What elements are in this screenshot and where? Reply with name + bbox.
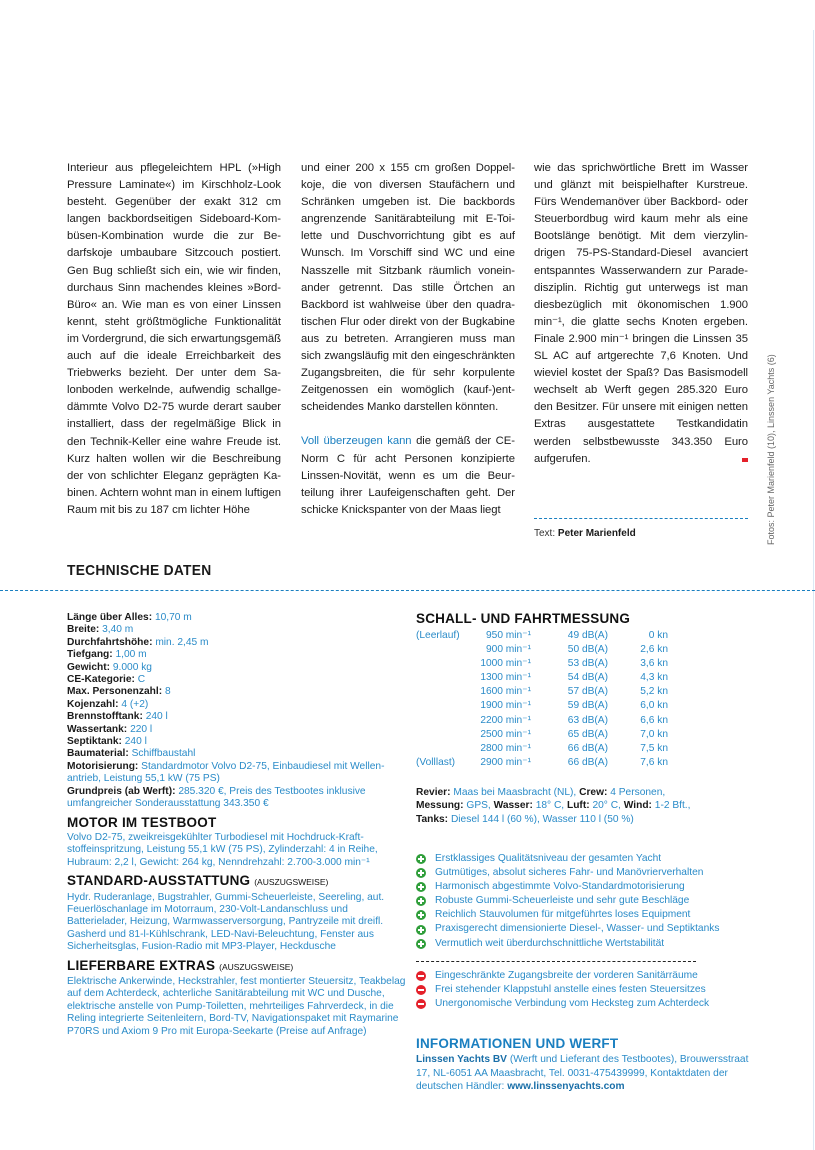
article-paragraph: [301, 433, 515, 518]
spec-value: Schiffbaustahl: [131, 748, 196, 760]
author-name: Peter Marienfeld: [557, 528, 636, 539]
tech-data-title: TECHNISCHE DATEN: [67, 562, 212, 579]
spec-row: [67, 686, 407, 698]
article-paragraph: und einer 200 x 155 cm großen Doppelkoje, die von diversen Staufächern und Schränken umgeben ist. Die backbords angrenzende Sanitärabteilung mit E-Toilette und Duschvorrichtung gibt es auf Wunsch. Im Vorschiff sind WC und eine Nasszelle mit Sitzbank räumlich voneinander getrennt. Das stille Örtchen an Backbord ist wahlweise über den quadratischen Flur oder direkt von der Bugkabine aus zu betreten. Arrangieren muss man sich zwangsläufig mit den eingeschränkten Zugangsbreiten, die für sehr korpulente Zeitgenossen ein womöglich (kauf-)entscheidendes Manko darstellen könnten.: [301, 162, 515, 414]
spec-value: min. 2,45 m: [155, 636, 209, 648]
cons-item: [416, 997, 756, 1011]
author-label: Text:: [534, 528, 558, 539]
spec-value: 9.000 kg: [112, 661, 152, 673]
spec-label: Tiefgang:: [67, 649, 113, 661]
spec-label: Kojenzahl:: [67, 698, 119, 710]
condition-value: 18° C,: [535, 800, 565, 812]
pros-item: [416, 908, 756, 922]
condition-value: 20° C,: [592, 800, 621, 812]
measurement-row: [416, 742, 668, 756]
measurement-rpm: 2500 min⁻¹: [480, 728, 531, 740]
plus-circle-icon: [416, 910, 426, 920]
spec-label: Breite:: [67, 624, 100, 636]
measurement-db: 59 dB(A): [567, 700, 608, 712]
pros-item: [416, 937, 756, 951]
pros-cons-divider: [416, 961, 696, 962]
end-of-article-mark-icon: [742, 458, 748, 462]
article-column-1: [67, 160, 281, 519]
extras-text: Elektrische Ankerwinde, Heckstrahler, fest montierter Steuersitz, Teakbelag auf dem Achterdeck, achterliche Sanitärabteilung mit WC und Dusche, elektrische anstelle von Pump-Toiletten, mehrteiliges Fahrverdeck, in die Reling integrierte Seitenleitern, Bord-TV, Navigationspaket mit Raymarine P70RS und Axiom 9 Pro mit Europa-Seekarte (Preise auf Anfrage): [67, 975, 406, 1037]
cons-text: Eingeschränkte Zugangsbreite der vorderen Sanitärräume: [435, 969, 698, 981]
section-divider: [0, 590, 815, 591]
pros-list: [416, 852, 756, 951]
measurement-rpm: 2900 min⁻¹: [480, 756, 531, 768]
measurement-kn: 0 kn: [648, 630, 668, 641]
extras-title: LIEFERBARE EXTRAS: [67, 957, 216, 973]
cons-item: [416, 983, 756, 997]
motor-heading: MOTOR IM TESTBOOT: [67, 814, 217, 830]
measurement-label: [416, 699, 476, 713]
company-name: Linssen Yachts BV: [416, 1054, 507, 1065]
spec-row: [67, 699, 407, 711]
measurement-kn: 7,0 kn: [640, 728, 668, 740]
spec-row: [67, 711, 407, 723]
pros-text: Reichlich Stauvolumen für mitgeführtes loses Equipment: [435, 909, 691, 921]
measurement-db: 63 dB(A): [567, 714, 608, 726]
measurement-db: 66 dB(A): [567, 756, 608, 768]
measurement-row: [416, 699, 668, 713]
credit-divider: [534, 518, 748, 519]
info-section: [416, 1036, 761, 1094]
plus-circle-icon: [416, 882, 426, 892]
measurement-row: [416, 714, 668, 728]
standard-title: STANDARD-AUSSTATTUNG: [67, 873, 251, 889]
measurement-label: [416, 742, 476, 756]
extras-heading: [67, 957, 407, 973]
measurement-kn: 6,0 kn: [640, 700, 668, 712]
measurement-row: [416, 629, 668, 643]
measurement-label: [416, 685, 476, 699]
article-paragraph: [534, 160, 748, 468]
spec-row: [67, 724, 407, 736]
spec-value: 4 (+2): [121, 698, 149, 710]
measurement-label: [416, 657, 476, 671]
measurement-db: 49 dB(A): [567, 630, 608, 641]
measurement-label: [416, 671, 476, 685]
measurement-row: [416, 671, 668, 685]
website-link[interactable]: www.linssenyachts.com: [507, 1081, 625, 1093]
photo-credit: Fotos: Peter Marienfeld (10), Linssen Yachts (6): [766, 354, 776, 545]
spec-value: 1,00 m: [115, 649, 147, 661]
spec-row: [67, 674, 407, 686]
measurement-table: [416, 629, 668, 770]
condition-value: GPS,: [466, 800, 491, 812]
measurement-row: [416, 685, 668, 699]
measurement-db: 53 dB(A): [567, 658, 608, 670]
spec-value: 3,40 m: [102, 624, 134, 636]
spec-row: [67, 662, 407, 674]
measurement-rpm: 950 min⁻¹: [485, 630, 531, 641]
spec-label: Länge über Alles:: [67, 612, 153, 623]
condition-label: Wind:: [623, 800, 652, 812]
measurement-db: 65 dB(A): [567, 728, 608, 740]
tech-specs: [67, 612, 407, 1038]
spec-row: [67, 761, 407, 786]
cons-text: Frei stehender Klappstuhl anstelle eines festen Steuersitzes: [435, 983, 706, 995]
spec-label: Brennstofftank:: [67, 711, 143, 723]
plus-circle-icon: [416, 868, 426, 878]
spec-value: 240 l: [145, 711, 168, 723]
article-paragraph: Interieur aus pflegeleichtem HPL (»High Pressure Laminate«) im Kirschholz-Look besteht. Gegenüber der exakt 312 cm langen backbordseitigen Sideboard-Kombüsen-Kombination wurde die zur Bedarfskoje umbaubare Sitzcouch postiert. Gen Bug schließt sich ein, wie wir finden, durchaus Sinn machendes kleines »Bord-Büro« an. Wie man es von einer Linssen kennt, steht größtmögliche Funktionalität im Vordergrund, die sich erwartungsgemäß auch auf die ideale Erreichbarkeit des Triebwerks bezieht. Der unter dem Salonboden werkelnde, aufwendig schallgedämmte Volvo D2-75 wurde derart sauber installiert, dass der regelmäßige Blick in den Technik-Keller eine wahre Freude ist. Kurz halten wollen wir die Beschreibung der von schlichter Eleganz geprägten Kabinen. Achtern wohnt man in einem luftigen Raum mit bis zu 187 cm lichter Höhe: [67, 162, 281, 516]
pros-text: Harmonisch abgestimmte Volvo-Standardmotorisierung: [435, 881, 685, 893]
condition-label: Luft:: [566, 800, 590, 812]
article-column-2: [301, 160, 515, 519]
measurement-title: SCHALL- UND FAHRTMESSUNG: [416, 611, 631, 626]
spec-row: [67, 649, 407, 661]
measurement-kn: 3,6 kn: [640, 658, 668, 670]
measurement-db: 50 dB(A): [567, 644, 608, 656]
spec-row: [67, 748, 407, 760]
condition-label: Messung:: [416, 800, 464, 812]
pros-text: Vermutlich weit überdurchschnittliche Wertstabilität: [435, 937, 665, 949]
spec-label: Durchfahrtshöhe:: [67, 636, 153, 648]
pros-cons: [416, 852, 756, 1011]
standard-heading: [67, 875, 407, 888]
measurement-rpm: 900 min⁻¹: [485, 644, 531, 656]
author-credit: [534, 528, 636, 539]
pros-item: [416, 922, 756, 936]
spec-label: Max. Personenzahl:: [67, 686, 163, 698]
pros-text: Robuste Gummi-Scheuerleiste und sehr gute Beschläge: [435, 895, 690, 907]
spec-label: Gewicht:: [67, 661, 111, 673]
measurement-row: [416, 756, 668, 770]
measurement-kn: 2,6 kn: [640, 644, 668, 656]
info-title: INFORMATIONEN UND WERFT: [416, 1036, 619, 1051]
info-text: [416, 1053, 761, 1094]
spec-row: [67, 624, 407, 636]
pros-text: Erstklassiges Qualitätsniveau der gesamten Yacht: [435, 853, 662, 864]
measurement-row: [416, 657, 668, 671]
standard-text: Hydr. Ruderanlage, Bugstrahler, Gummi-Scheuerleiste, Seereling, aut. Feuerlöschanlage im Motorraum, 230-Volt-Landanschluss und Batterielader, Heizung, Warmwasserversorgung, Pantryzeile mit dreifl. Gasherd und 81-l-Kühlschrank, LED-Navi-Beleuchtung, Fenster aus Sicherheitsglas, Fusion-Radio mit MP3-Player, Heckdusche: [67, 891, 385, 953]
condition-label: Tanks:: [416, 813, 449, 825]
condition-value: 4 Personen,: [610, 787, 666, 798]
measurement-rpm: 2200 min⁻¹: [480, 714, 531, 726]
pros-item: [416, 866, 756, 880]
measurement-rpm: 1900 min⁻¹: [480, 700, 531, 712]
measurement-label: [416, 643, 476, 657]
spec-row: [67, 637, 407, 649]
measurement-label: [416, 714, 476, 728]
measurement-rpm: 1600 min⁻¹: [480, 686, 531, 698]
extras-note: (AUSZUGSWEISE): [219, 961, 294, 972]
measurement-label: (Volllast): [416, 756, 456, 768]
spec-value: 285.320 €, Preis des Testbootes inklusive umfangreicher Sonderausstattung 343.350 €: [67, 785, 366, 810]
measurement-section: [416, 611, 756, 770]
measurement-kn: 4,3 kn: [640, 672, 668, 684]
measurement-db: 54 dB(A): [567, 672, 608, 684]
measurement-conditions: [416, 786, 756, 826]
plus-circle-icon: [416, 854, 426, 864]
spec-label: Septiktank:: [67, 736, 122, 748]
plus-circle-icon: [416, 896, 426, 906]
spec-value: Standardmotor Volvo D2-75, Einbaudiesel mit Wellenantrieb, Leistung 55,1 kW (75 PS): [67, 760, 385, 785]
spec-list: [67, 612, 407, 811]
spec-label: CE-Kategorie:: [67, 674, 135, 686]
condition-value: Maas bei Maasbracht (NL),: [453, 787, 577, 798]
spec-value: 8: [164, 686, 171, 698]
measurement-db: 66 dB(A): [567, 742, 608, 754]
spec-value: 220 l: [130, 723, 153, 735]
plus-circle-icon: [416, 939, 426, 949]
measurement-kn: 7,5 kn: [640, 742, 668, 754]
measurement-rpm: 1000 min⁻¹: [480, 658, 531, 670]
measurement-rpm: 2800 min⁻¹: [480, 742, 531, 754]
article-column-3: [534, 160, 748, 468]
measurement-rpm: 1300 min⁻¹: [480, 672, 531, 684]
spec-row: [67, 736, 407, 748]
info-body: (Werft und Lieferant des Testbootes), Brouwersstraat 17, NL-6051 AA Maasbracht, Tel. 0031-475439999, Kontaktdaten der deutschen Händler:: [416, 1054, 749, 1093]
plus-circle-icon: [416, 925, 426, 935]
motor-text: Volvo D2-75, zweikreisgekühlter Turbodiesel mit Hochdruck-Kraftstoffeinspritzung, Leistung 55,1 kW (75 PS), Zylinderzahl: 4 in Reihe, Hubraum: 2,2 l, Gewicht: 264 kg, Nenndrehzahl: 2.700-3.000 min⁻¹: [67, 831, 378, 868]
minus-circle-icon: [416, 971, 426, 981]
measurement-kn: 7,6 kn: [640, 756, 668, 768]
paragraph-text: wie das sprichwörtliche Brett im Wasser und glänzt mit beispielhafter Kurstreue. Fürs Wendemanöver über Backbord- oder Steuerbordbug wird kaum mehr als eine Bootslänge benötigt. Mit dem vierzylindrigen 75-PS-Standard-Diesel avanciert entspanntes Wasserwandern zur Paradedisziplin. Richtig gut unterwegs ist man diesbezüglich mit ökonomischen 1.900 min⁻¹, die glatte sechs Knoten ergeben. Finale 2.900 min⁻¹ bringen die Linssen 35 SL AC auf artgerechte 7,6 Knoten. Und wieviel kostet der Spaß? Das Basismodell wechselt ab Werft gegen 285.320 Euro den Besitzer. Für unsere mit einigen netten Extras ausgestattete Testkandidatin werden selbstbewusste 343.350 Euro aufgerufen.: [534, 162, 748, 465]
spec-value: 240 l: [124, 736, 147, 748]
spec-value: C: [137, 674, 146, 686]
measurement-db: 57 dB(A): [567, 686, 608, 698]
measurement-kn: 5,2 kn: [640, 686, 668, 698]
pros-item: [416, 894, 756, 908]
measurement-row: [416, 643, 668, 657]
condition-value: Diesel 144 l (60 %), Wasser 110 l (50 %): [450, 813, 634, 825]
spec-label: Wassertank:: [67, 723, 128, 735]
spec-row: [67, 786, 407, 811]
measurement-label: (Leerlauf): [416, 630, 460, 641]
measurement-row: [416, 728, 668, 742]
pros-text: Praxisgerecht dimensionierte Diesel-, Wasser- und Septiktanks: [435, 923, 720, 935]
minus-circle-icon: [416, 999, 426, 1009]
measurement-label: [416, 728, 476, 742]
condition-label: Crew:: [579, 787, 608, 798]
condition-label: Wasser:: [493, 800, 533, 812]
cons-list: [416, 969, 756, 1011]
pros-text: Gutmütiges, absolut sicheres Fahr- und Manövrierverhalten: [435, 867, 704, 879]
condition-value: 1-2 Bft.,: [654, 800, 691, 812]
measurement-kn: 6,6 kn: [640, 714, 668, 726]
pros-item: [416, 880, 756, 894]
spec-label: Motorisierung:: [67, 760, 139, 772]
spec-label: Baumaterial:: [67, 748, 129, 760]
standard-note: (AUSZUGSWEISE): [254, 877, 329, 888]
paragraph-lead: Voll überzeugen kann: [301, 435, 412, 448]
cons-item: [416, 969, 756, 983]
paragraph-text: die gemäß der CE-Norm C für acht Personen konzipierte Linssen-Novität, wenn es um die Beurteilung ihrer Laufeigenschaften geht. Der schicke Knickspanter von der Maas liegt: [301, 435, 515, 516]
spec-row: [67, 612, 407, 624]
spec-value: 10,70 m: [154, 612, 192, 623]
spec-label: Grundpreis (ab Werft):: [67, 785, 176, 797]
minus-circle-icon: [416, 985, 426, 995]
pros-item: [416, 852, 756, 866]
cons-text: Unergonomische Verbindung vom Hecksteg zum Achterdeck: [435, 997, 710, 1009]
condition-label: Revier:: [416, 787, 451, 798]
